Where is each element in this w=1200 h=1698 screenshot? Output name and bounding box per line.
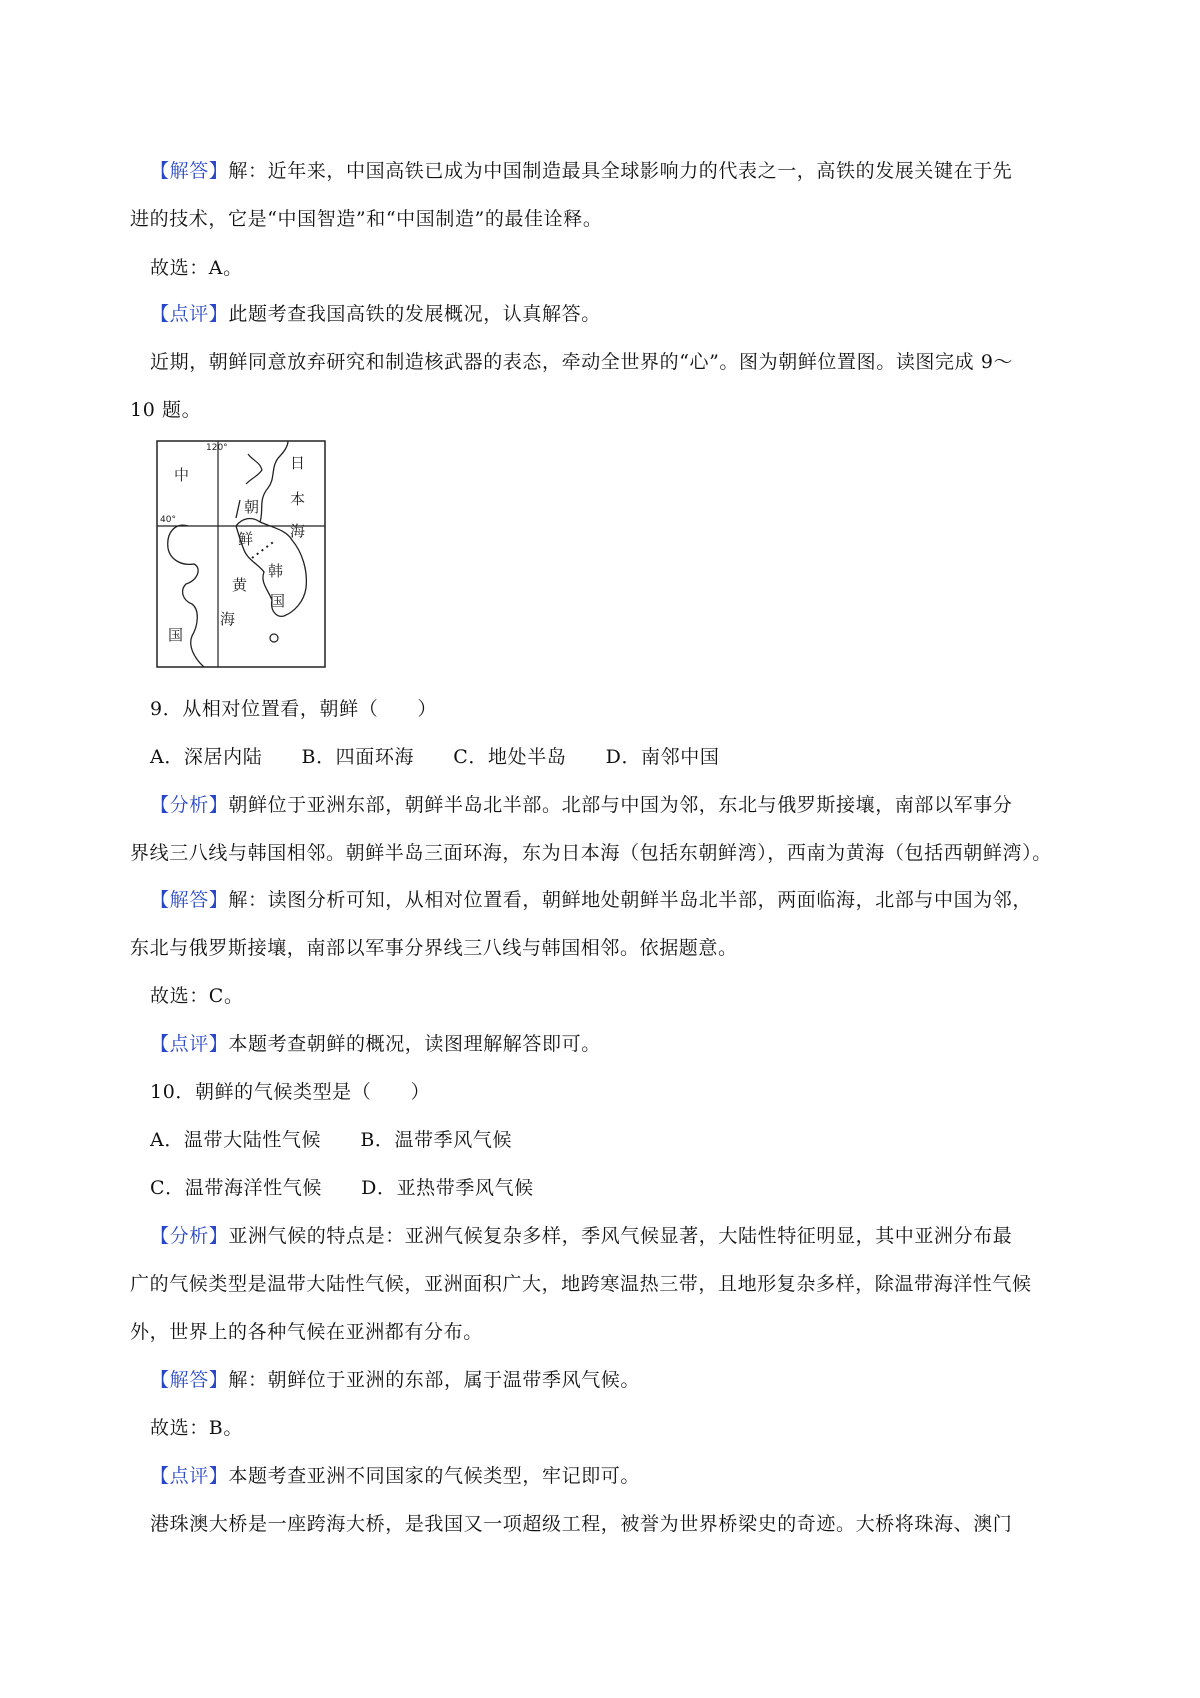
korea-location-map (156, 440, 326, 668)
map-label-zhong: 中 (174, 466, 190, 484)
answer-tag: 【解答】 (150, 160, 229, 182)
map-label-guo-china: 国 (168, 626, 184, 644)
map-label-hai-yellow: 海 (220, 610, 236, 628)
map-label-huang: 黄 (232, 576, 248, 594)
river-line (236, 500, 240, 518)
answer-tag: 【解答】 (150, 889, 229, 911)
map-label-chao: 朝 (244, 498, 260, 516)
comment-tag: 【点评】 (150, 1465, 229, 1487)
intro-line-1: 近期，朝鲜同意放弃研究和制造核武器的表态，牵动全世界的“心”。图为朝鲜位置图。读图完成 9～ (150, 351, 1014, 373)
answer-tag: 【解答】 (150, 1369, 229, 1391)
map-svg (156, 440, 326, 668)
inlet-coast (246, 454, 262, 484)
analysis-10-line-3: 外，世界上的各种气候在亚洲都有分布。 (130, 1321, 483, 1343)
north-coast (260, 441, 288, 522)
question-9-options: A．深居内陆 B．四面环海 C．地处半岛 D．南邻中国 (150, 746, 720, 768)
answer-line-2: 进的技术，它是“中国智造”和“中国制造”的最佳诠释。 (130, 208, 603, 230)
map-label-ben: 本 (290, 490, 306, 508)
analysis-tag: 【分析】 (150, 1225, 229, 1247)
analysis-9-line-2: 界线三八线与韩国相邻。朝鲜半岛三面环海，东为日本海（包括东朝鲜湾），西南为黄海（包括西朝鲜湾）。 (130, 842, 1052, 864)
map-label-ri: 日 (290, 454, 306, 472)
answer-9-line-2: 东北与俄罗斯接壤，南部以军事分界线三八线与韩国相邻。依据题意。 (130, 937, 738, 959)
china-coast (168, 525, 204, 667)
demarcation-line (252, 540, 276, 558)
answer-9-line-1: 【解答】解：读图分析可知，从相对位置看，朝鲜地处朝鲜半岛北半部，两面临海，北部与中国为邻， (150, 889, 1033, 911)
choice-line: 故选：A。 (150, 257, 243, 279)
analysis-10-line-2: 广的气候类型是温带大陆性气候，亚洲面积广大，地跨寒温热三带，且地形复杂多样，除温带海洋性气候 (130, 1273, 1032, 1295)
bridge-intro: 港珠澳大桥是一座跨海大桥，是我国又一项超级工程，被誉为世界桥梁史的奇迹。大桥将珠海、澳门 (150, 1513, 1013, 1535)
comment-tag: 【点评】 (150, 303, 229, 325)
question-10-options-ab: A．温带大陆性气候 B．温带季风气候 (150, 1129, 513, 1151)
lon-label: 120° (206, 443, 228, 453)
comment-line: 【点评】此题考查我国高铁的发展概况，认真解答。 (150, 303, 601, 325)
question-9: 9．从相对位置看，朝鲜（ ） (150, 698, 438, 720)
analysis-10-line-1: 【分析】亚洲气候的特点是：亚洲气候复杂多样，季风气候显著，大陆性特征明显，其中亚洲分布最 (150, 1225, 1013, 1247)
comment-10: 【点评】本题考查亚洲不同国家的气候类型，牢记即可。 (150, 1465, 641, 1487)
question-10-options-cd: C．温带海洋性气候 D．亚热带季风气候 (150, 1177, 534, 1199)
map-label-xian: 鲜 (238, 530, 254, 548)
map-label-hai-japan: 海 (290, 522, 306, 540)
map-label-guo-korea: 国 (270, 592, 286, 610)
map-label-han: 韩 (268, 562, 284, 580)
comment-tag: 【点评】 (150, 1033, 229, 1055)
choice-9: 故选：C。 (150, 985, 244, 1007)
intro-line-2: 10 题。 (130, 399, 202, 421)
choice-10: 故选：B。 (150, 1417, 243, 1439)
answer-10: 【解答】解：朝鲜位于亚洲的东部，属于温带季风气候。 (150, 1369, 641, 1391)
lat-label: 40° (160, 515, 176, 525)
analysis-tag: 【分析】 (150, 794, 229, 816)
analysis-9-line-1: 【分析】朝鲜位于亚洲东部，朝鲜半岛北半部。北部与中国为邻，东北与俄罗斯接壤，南部以军事分 (150, 794, 1013, 816)
jeju-island (270, 634, 278, 642)
question-10: 10．朝鲜的气候类型是（ ） (150, 1081, 431, 1103)
answer-line-1: 【解答】解：近年来，中国高铁已成为中国制造最具全球影响力的代表之一，高铁的发展关键在于先 (150, 160, 1013, 182)
comment-9: 【点评】本题考查朝鲜的概况，读图理解解答即可。 (150, 1033, 601, 1055)
